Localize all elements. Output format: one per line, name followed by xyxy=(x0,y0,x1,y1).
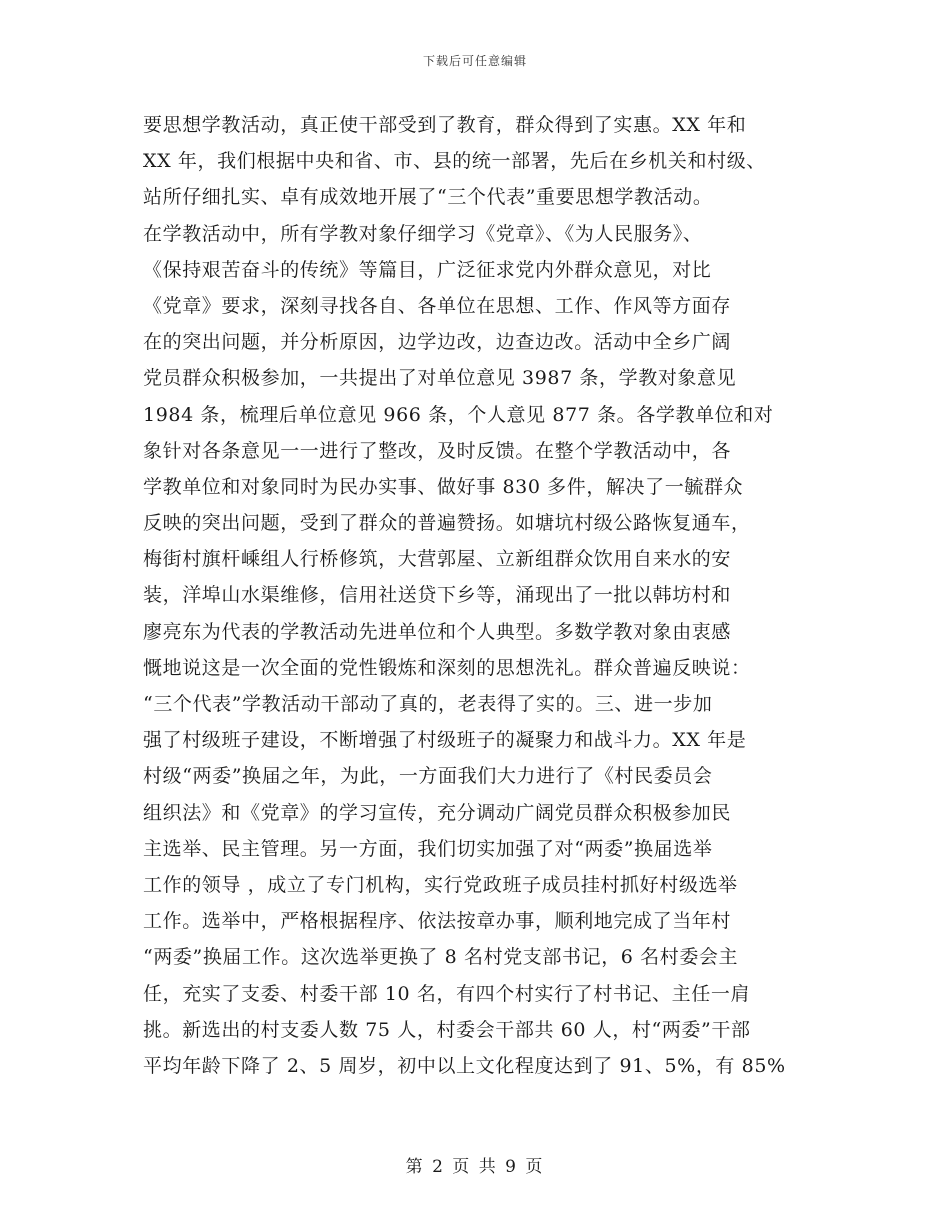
text-line: 任，充实了支委、村委干部 10 名，有四个村实行了村书记、主任一肩 xyxy=(143,982,751,1005)
header-note: 下载后可任意编辑 xyxy=(422,54,527,68)
text-line: “两委”换届工作。这次选举更换了 8 名村党支部书记，6 名村委会主 xyxy=(143,946,739,969)
text-line: XX 年，我们根据中央和省、市、县的统一部署，先后在乡机关和村级、 xyxy=(143,150,766,173)
text-line: 挑。新选出的村支委人数 75 人，村委会干部共 60 人，村“两委”干部 xyxy=(143,1018,751,1041)
text-line: 强了村级班子建设，不断增强了村级班子的凝聚力和战斗力。XX 年是 xyxy=(143,729,747,752)
page-number: 第 2 页 共 9 页 xyxy=(405,1157,545,1177)
text-line: 廖亮东为代表的学教活动先进单位和个人典型。多数学教对象由衷感 xyxy=(143,620,732,643)
text-line: 在的突出问题，并分析原因，边学边改，边查边改。活动中全乡广阔 xyxy=(143,331,732,354)
text-line: 1984 条，梳理后单位意见 966 条，个人意见 877 条。各学教单位和对 xyxy=(143,403,774,426)
text-line: 工作。选举中，严格根据程序、依法按章办事，顺利地完成了当年村 xyxy=(143,910,732,933)
text-line: 党员群众积极参加，一共提出了对单位意见 3987 条，学教对象意见 xyxy=(143,367,737,390)
text-line: 《保持艰苦奋斗的传统》等篇目，广泛征求党内外群众意见，对比 xyxy=(143,258,712,281)
document-body xyxy=(143,107,803,1084)
text-line: 平均年龄下降了 2、5 周岁，初中以上文化程度达到了 91、5%，有 85% xyxy=(143,1054,786,1077)
text-line: 学教单位和对象同时为民办实事、做好事 830 多件，解决了一毓群众 xyxy=(143,475,744,498)
text-line: 慨地说这是一次全面的党性锻炼和深刻的思想洗礼。群众普遍反映说： xyxy=(143,656,751,679)
text-line: 工作的领导 ，成立了专门机构，实行党政班子成员挂村抓好村级选举 xyxy=(143,873,738,896)
text-line: 装，洋埠山水渠维修，信用社送贷下乡等，涌现出了一批以韩坊村和 xyxy=(143,584,732,607)
text-line: 组织法》和《党章》的学习宣传，充分调动广阔党员群众积极参加民 xyxy=(143,801,732,824)
text-line: 要思想学教活动，真正使干部受到了教育，群众得到了实惠。XX 年和 xyxy=(143,114,747,136)
text-line: 反映的突出问题，受到了群众的普遍赞扬。如塘坑村级公路恢复通车， xyxy=(143,512,751,535)
text-line: 梅街村旗杆嵊组人行桥修筑，大营郭屋、立新组群众饮用自来水的安 xyxy=(143,548,732,571)
text-line: 村级“两委”换届之年，为此，一方面我们大力进行了《村民委员会 xyxy=(143,765,713,788)
text-line: 站所仔细扎实、卓有成效地开展了“三个代表”重要思想学教活动。 xyxy=(143,186,713,209)
text-line: 象针对各条意见一一进行了整改，及时反馈。在整个学教活动中，各 xyxy=(143,439,732,462)
text-line: “三个代表”学教活动干部动了真的，老表得了实的。三、进一步加 xyxy=(143,693,713,715)
text-line: 主选举、民主管理。另一方面，我们切实加强了对“两委”换届选举 xyxy=(143,837,713,860)
text-line: 在学教活动中，所有学教对象仔细学习《党章》、《为人民服务》、 xyxy=(143,222,703,245)
text-line: 《党章》要求，深刻寻找各自、各单位在思想、工作、作风等方面存 xyxy=(143,294,732,317)
